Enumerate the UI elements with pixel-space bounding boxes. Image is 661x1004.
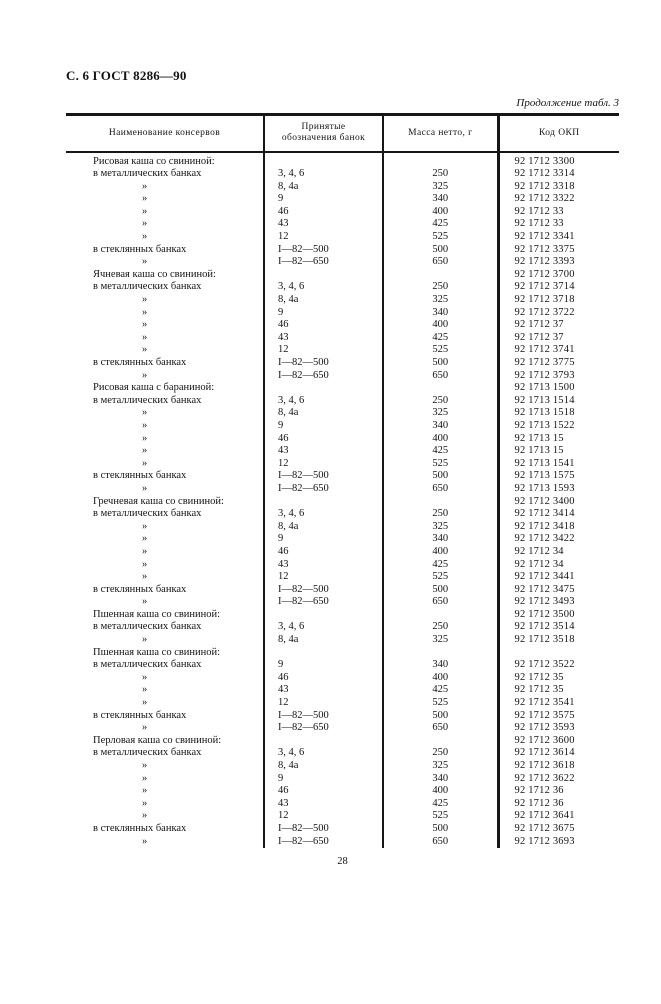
cell-product-name: » xyxy=(66,760,264,773)
cell-can-designation: I—82—650 xyxy=(264,256,383,269)
cell-net-mass xyxy=(383,647,498,660)
cell-can-designation: 9 xyxy=(264,420,383,433)
cell-product-name: Гречневая каша со свининой: xyxy=(66,496,264,509)
table-row xyxy=(66,344,619,357)
cell-okp-code: 92 1712 3675 xyxy=(514,822,575,834)
cell-net-mass: 250 xyxy=(383,508,498,521)
table-row xyxy=(66,823,619,836)
cell-product-name: » xyxy=(66,672,264,685)
cell-can-designation: 43 xyxy=(264,218,383,231)
cell-net-mass: 500 xyxy=(383,357,498,370)
table-row xyxy=(66,470,619,483)
cell-net-mass: 500 xyxy=(383,470,498,483)
cell-can-designation: 12 xyxy=(264,810,383,823)
table-row xyxy=(66,672,619,685)
cell-net-mass: 250 xyxy=(383,621,498,634)
table-row xyxy=(66,395,619,408)
table-row xyxy=(66,382,619,395)
column-header-okp-code: Код ОКП xyxy=(498,115,619,152)
cell-can-designation: 8, 4а xyxy=(264,181,383,194)
cell-net-mass: 525 xyxy=(383,697,498,710)
cell-can-designation: 3, 4, 6 xyxy=(264,168,383,181)
column-header-name: Наименование консервов xyxy=(66,115,264,152)
cell-okp-code: 92 1712 3518 xyxy=(514,634,575,646)
cell-can-designation: I—82—500 xyxy=(264,470,383,483)
cell-okp-code: 92 1712 3793 xyxy=(514,369,575,381)
cell-okp-code: 92 1712 3741 xyxy=(514,344,575,356)
cell-net-mass: 400 xyxy=(383,319,498,332)
cell-product-name: » xyxy=(66,596,264,609)
table-row xyxy=(66,508,619,521)
cell-product-name: в стеклянных банках xyxy=(66,244,264,257)
cell-product-name: » xyxy=(66,231,264,244)
cell-net-mass: 425 xyxy=(383,218,498,231)
cell-product-name: » xyxy=(66,420,264,433)
table-row xyxy=(66,596,619,609)
table-row xyxy=(66,307,619,320)
cell-okp-code: 92 1712 3575 xyxy=(514,709,575,721)
cell-can-designation: 43 xyxy=(264,559,383,572)
cell-okp-code: 92 1712 3341 xyxy=(514,231,575,243)
cell-can-designation: 46 xyxy=(264,785,383,798)
cell-can-designation: I—82—650 xyxy=(264,596,383,609)
table-row xyxy=(66,584,619,597)
cell-net-mass: 500 xyxy=(383,710,498,723)
cell-can-designation: I—82—500 xyxy=(264,823,383,836)
cell-okp-code: 92 1712 3441 xyxy=(514,571,575,583)
cell-can-designation: 12 xyxy=(264,344,383,357)
cell-net-mass: 650 xyxy=(383,370,498,383)
cell-okp-code: 92 1712 3618 xyxy=(514,760,575,771)
cell-can-designation: 12 xyxy=(264,697,383,710)
cell-product-name: в стеклянных банках xyxy=(66,823,264,836)
cell-okp-code: 92 1712 3714 xyxy=(514,281,575,293)
cell-okp-code: 92 1712 37 xyxy=(514,331,564,343)
cell-okp-code: 92 1712 3322 xyxy=(514,193,575,205)
table-row xyxy=(66,735,619,748)
cell-product-name: » xyxy=(66,407,264,420)
cell-can-designation: I—82—650 xyxy=(264,370,383,383)
cell-okp-code: 92 1712 3500 xyxy=(514,608,575,620)
cell-okp-code: 92 1712 33 xyxy=(514,205,564,217)
cell-product-name: » xyxy=(66,193,264,206)
cell-net-mass: 250 xyxy=(383,281,498,294)
cell-okp-code: 92 1713 1593 xyxy=(514,482,575,494)
table-row xyxy=(66,244,619,257)
cell-net-mass: 525 xyxy=(383,344,498,357)
cell-net-mass: 650 xyxy=(383,596,498,609)
cell-product-name: Рисовая каша со свининой: xyxy=(66,152,264,169)
cell-okp-code: 92 1712 3593 xyxy=(514,722,575,734)
cell-net-mass: 325 xyxy=(383,634,498,647)
table-row xyxy=(66,370,619,383)
cell-product-name: » xyxy=(66,836,264,849)
cell-can-designation: 9 xyxy=(264,307,383,320)
cell-okp-code: 92 1712 3614 xyxy=(514,747,575,759)
cell-product-name: Рисовая каша с бараниной: xyxy=(66,382,264,395)
cell-can-designation: 43 xyxy=(264,332,383,345)
cell-product-name: » xyxy=(66,571,264,584)
table-row xyxy=(66,559,619,572)
cell-net-mass: 400 xyxy=(383,433,498,446)
cell-can-designation xyxy=(264,647,383,660)
cell-product-name: » xyxy=(66,559,264,572)
table-row xyxy=(66,218,619,231)
cell-okp-code: 92 1713 1514 xyxy=(514,394,575,406)
table-row xyxy=(66,193,619,206)
cell-okp-code: 92 1712 3400 xyxy=(514,495,575,507)
cell-product-name: в стеклянных банках xyxy=(66,470,264,483)
cell-net-mass: 425 xyxy=(383,559,498,572)
cell-product-name: » xyxy=(66,445,264,458)
cell-net-mass: 250 xyxy=(383,168,498,181)
column-header-designation: Принятые обозначения банок xyxy=(264,115,383,152)
cell-okp-code: 92 1712 3475 xyxy=(514,583,575,595)
cell-product-name: » xyxy=(66,546,264,559)
cell-product-name: в металлических банках xyxy=(66,395,264,408)
table-row xyxy=(66,521,619,534)
cell-product-name: » xyxy=(66,370,264,383)
cell-net-mass: 500 xyxy=(383,823,498,836)
cell-net-mass: 500 xyxy=(383,244,498,257)
table-row xyxy=(66,496,619,509)
cell-okp-code: 92 1712 3718 xyxy=(514,294,575,306)
cell-okp-code: 92 1712 34 xyxy=(514,545,564,557)
cell-okp-code: 92 1712 33 xyxy=(514,218,564,230)
cell-can-designation: 9 xyxy=(264,193,383,206)
table-row xyxy=(66,659,619,672)
table-row xyxy=(66,319,619,332)
cell-can-designation: 46 xyxy=(264,433,383,446)
cell-net-mass: 650 xyxy=(383,483,498,496)
cell-product-name: Пшенная каша со свининой: xyxy=(66,609,264,622)
cell-product-name: » xyxy=(66,773,264,786)
table-row xyxy=(66,407,619,420)
cell-product-name: в стеклянных банках xyxy=(66,357,264,370)
cell-net-mass: 325 xyxy=(383,294,498,307)
cell-product-name: » xyxy=(66,634,264,647)
cell-can-designation: 3, 4, 6 xyxy=(264,281,383,294)
column-header-mass: Масса нетто, г xyxy=(383,115,498,152)
table-row xyxy=(66,332,619,345)
cell-net-mass: 340 xyxy=(383,420,498,433)
table-row xyxy=(66,458,619,471)
cell-can-designation: 46 xyxy=(264,672,383,685)
table-row xyxy=(66,152,619,169)
cell-okp-code: 92 1712 3522 xyxy=(514,659,575,671)
cell-net-mass: 525 xyxy=(383,458,498,471)
cell-can-designation: 3, 4, 6 xyxy=(264,621,383,634)
cell-can-designation: 43 xyxy=(264,798,383,811)
cell-product-name: » xyxy=(66,344,264,357)
cell-product-name: Ячневая каша со свининой: xyxy=(66,269,264,282)
cell-net-mass: 425 xyxy=(383,684,498,697)
cell-product-name: » xyxy=(66,798,264,811)
table-row xyxy=(66,810,619,823)
cell-can-designation xyxy=(264,735,383,748)
cell-can-designation: I—82—650 xyxy=(264,483,383,496)
table-row xyxy=(66,710,619,723)
cell-can-designation: I—82—500 xyxy=(264,357,383,370)
cell-can-designation: 3, 4, 6 xyxy=(264,395,383,408)
table-row xyxy=(66,760,619,773)
cell-can-designation xyxy=(264,382,383,395)
cell-can-designation: 9 xyxy=(264,659,383,672)
cell-can-designation: I—82—500 xyxy=(264,584,383,597)
cell-product-name: в металлических банках xyxy=(66,168,264,181)
cell-product-name: » xyxy=(66,307,264,320)
cell-net-mass xyxy=(383,152,498,169)
table-header-row xyxy=(66,115,619,152)
cell-net-mass: 425 xyxy=(383,332,498,345)
table-row xyxy=(66,294,619,307)
cell-okp-code: 92 1712 3314 xyxy=(514,168,575,180)
cell-can-designation: 8, 4а xyxy=(264,407,383,420)
cell-net-mass xyxy=(383,496,498,509)
cell-can-designation xyxy=(264,269,383,282)
table-continuation-note: Продолжение табл. 3 xyxy=(516,97,619,109)
cell-net-mass: 340 xyxy=(383,533,498,546)
cell-product-name: в металлических банках xyxy=(66,508,264,521)
cell-okp-code: 92 1712 3422 xyxy=(514,533,575,545)
cell-can-designation: 12 xyxy=(264,231,383,244)
cell-net-mass: 325 xyxy=(383,407,498,420)
cell-can-designation: 46 xyxy=(264,546,383,559)
table-row xyxy=(66,231,619,244)
cell-okp-code: 92 1712 35 xyxy=(514,671,564,683)
cell-okp-code: 92 1713 1522 xyxy=(514,419,575,431)
cell-can-designation: I—82—650 xyxy=(264,722,383,735)
table-row xyxy=(66,269,619,282)
cell-okp-code: 92 1712 3418 xyxy=(514,520,575,532)
cell-can-designation: I—82—650 xyxy=(264,836,383,849)
cell-net-mass: 525 xyxy=(383,231,498,244)
cell-can-designation xyxy=(264,609,383,622)
cell-net-mass: 340 xyxy=(383,193,498,206)
table-row xyxy=(66,483,619,496)
cell-okp-code: 92 1712 3693 xyxy=(514,835,575,847)
cell-product-name: » xyxy=(66,294,264,307)
cell-product-name: » xyxy=(66,256,264,269)
cell-product-name: » xyxy=(66,521,264,534)
cell-can-designation: 9 xyxy=(264,533,383,546)
cell-net-mass: 340 xyxy=(383,773,498,786)
cell-okp-code: 92 1712 3375 xyxy=(514,243,575,255)
table-row xyxy=(66,533,619,546)
cell-net-mass: 340 xyxy=(383,307,498,320)
table-row xyxy=(66,697,619,710)
cell-net-mass xyxy=(383,609,498,622)
table-row xyxy=(66,798,619,811)
cell-can-designation: 8, 4а xyxy=(264,521,383,534)
cell-net-mass: 525 xyxy=(383,571,498,584)
table-row xyxy=(66,773,619,786)
cell-product-name: » xyxy=(66,785,264,798)
cell-okp-code: 92 1712 3514 xyxy=(514,621,575,633)
cell-product-name: » xyxy=(66,332,264,345)
cell-product-name: Перловая каша со свининой: xyxy=(66,735,264,748)
cell-can-designation xyxy=(264,152,383,169)
cell-can-designation: 12 xyxy=(264,571,383,584)
cell-net-mass: 325 xyxy=(383,181,498,194)
table-row xyxy=(66,281,619,294)
cell-product-name: » xyxy=(66,433,264,446)
cell-product-name: » xyxy=(66,722,264,735)
cell-product-name: » xyxy=(66,181,264,194)
cell-okp-code: 92 1712 37 xyxy=(514,319,564,331)
cell-net-mass xyxy=(383,269,498,282)
table-row xyxy=(66,420,619,433)
table-row xyxy=(66,256,619,269)
cell-can-designation: I—82—500 xyxy=(264,244,383,257)
table-row xyxy=(66,785,619,798)
cell-product-name: Пшенная каша со свининой: xyxy=(66,647,264,660)
cell-net-mass: 425 xyxy=(383,445,498,458)
cell-can-designation: 43 xyxy=(264,445,383,458)
cell-net-mass: 650 xyxy=(383,722,498,735)
cell-can-designation: 8, 4а xyxy=(264,760,383,773)
cell-okp-code: 92 1713 15 xyxy=(514,445,564,457)
cell-can-designation: 12 xyxy=(264,458,383,471)
cell-net-mass: 525 xyxy=(383,810,498,823)
cell-can-designation: 3, 4, 6 xyxy=(264,747,383,760)
cell-net-mass: 250 xyxy=(383,395,498,408)
cell-product-name: » xyxy=(66,218,264,231)
cell-can-designation: 43 xyxy=(264,684,383,697)
cell-net-mass: 325 xyxy=(383,760,498,773)
cell-can-designation: 8, 4а xyxy=(264,634,383,647)
table-body xyxy=(66,152,619,849)
cell-okp-code: 92 1712 3700 xyxy=(514,268,575,280)
cell-net-mass xyxy=(383,382,498,395)
table-row xyxy=(66,634,619,647)
cell-okp-code xyxy=(498,647,619,660)
table-row xyxy=(66,206,619,219)
cell-okp-code: 92 1712 36 xyxy=(514,797,564,809)
cell-net-mass: 650 xyxy=(383,256,498,269)
cell-can-designation: 46 xyxy=(264,206,383,219)
cell-okp-code: 92 1712 3300 xyxy=(514,155,575,167)
table-row xyxy=(66,168,619,181)
cell-okp-code: 92 1713 1575 xyxy=(514,470,575,482)
table-row xyxy=(66,357,619,370)
cell-okp-code: 92 1712 3318 xyxy=(514,180,575,192)
cell-product-name: » xyxy=(66,206,264,219)
table-row xyxy=(66,433,619,446)
cell-product-name: » xyxy=(66,458,264,471)
cell-okp-code: 92 1712 3641 xyxy=(514,810,575,822)
cell-okp-code: 92 1712 34 xyxy=(514,558,564,570)
page-title: С. 6 ГОСТ 8286—90 xyxy=(66,68,187,83)
cell-can-designation: 8, 4а xyxy=(264,294,383,307)
cell-net-mass: 400 xyxy=(383,672,498,685)
cell-net-mass: 425 xyxy=(383,798,498,811)
cell-product-name: » xyxy=(66,810,264,823)
cell-net-mass: 325 xyxy=(383,521,498,534)
cell-net-mass: 500 xyxy=(383,584,498,597)
products-table xyxy=(66,113,619,848)
cell-product-name: » xyxy=(66,697,264,710)
table-row xyxy=(66,836,619,849)
table-row xyxy=(66,571,619,584)
cell-can-designation: 9 xyxy=(264,773,383,786)
table-row xyxy=(66,747,619,760)
cell-net-mass: 650 xyxy=(383,836,498,849)
cell-okp-code: 92 1712 3600 xyxy=(514,734,575,746)
cell-product-name: в металлических банках xyxy=(66,281,264,294)
cell-product-name: в металлических банках xyxy=(66,659,264,672)
table-row xyxy=(66,181,619,194)
cell-can-designation: I—82—500 xyxy=(264,710,383,723)
cell-okp-code: 92 1712 3722 xyxy=(514,306,575,318)
cell-okp-code: 92 1712 3775 xyxy=(514,357,575,368)
cell-net-mass xyxy=(383,735,498,748)
cell-okp-code: 92 1712 35 xyxy=(514,684,564,696)
table-row xyxy=(66,722,619,735)
cell-okp-code: 92 1712 3493 xyxy=(514,596,575,608)
table-row xyxy=(66,647,619,660)
cell-can-designation: 46 xyxy=(264,319,383,332)
cell-okp-code: 92 1712 3541 xyxy=(514,697,575,709)
cell-okp-code: 92 1712 3622 xyxy=(514,772,575,784)
cell-product-name: в металлических банках xyxy=(66,747,264,760)
cell-product-name: в стеклянных банках xyxy=(66,584,264,597)
table-row xyxy=(66,684,619,697)
page-number: 28 xyxy=(337,856,348,868)
cell-okp-code: 92 1712 3393 xyxy=(514,256,575,268)
cell-okp-code: 92 1713 1500 xyxy=(514,382,575,394)
table-row xyxy=(66,621,619,634)
table-row xyxy=(66,445,619,458)
cell-product-name: » xyxy=(66,483,264,496)
cell-okp-code: 92 1713 1518 xyxy=(514,407,575,419)
cell-can-designation: 3, 4, 6 xyxy=(264,508,383,521)
cell-okp-code: 92 1712 36 xyxy=(514,785,564,797)
cell-product-name: » xyxy=(66,684,264,697)
cell-product-name: в металлических банках xyxy=(66,621,264,634)
cell-net-mass: 250 xyxy=(383,747,498,760)
cell-okp-code: 92 1713 1541 xyxy=(514,457,575,469)
cell-product-name: » xyxy=(66,533,264,546)
cell-okp-code: 92 1713 15 xyxy=(514,432,564,444)
cell-net-mass: 400 xyxy=(383,785,498,798)
table-row xyxy=(66,546,619,559)
table-row xyxy=(66,609,619,622)
cell-net-mass: 340 xyxy=(383,659,498,672)
cell-net-mass: 400 xyxy=(383,546,498,559)
cell-product-name: в стеклянных банках xyxy=(66,710,264,723)
cell-product-name: » xyxy=(66,319,264,332)
cell-can-designation xyxy=(264,496,383,509)
cell-net-mass: 400 xyxy=(383,206,498,219)
cell-okp-code: 92 1712 3414 xyxy=(514,508,575,520)
